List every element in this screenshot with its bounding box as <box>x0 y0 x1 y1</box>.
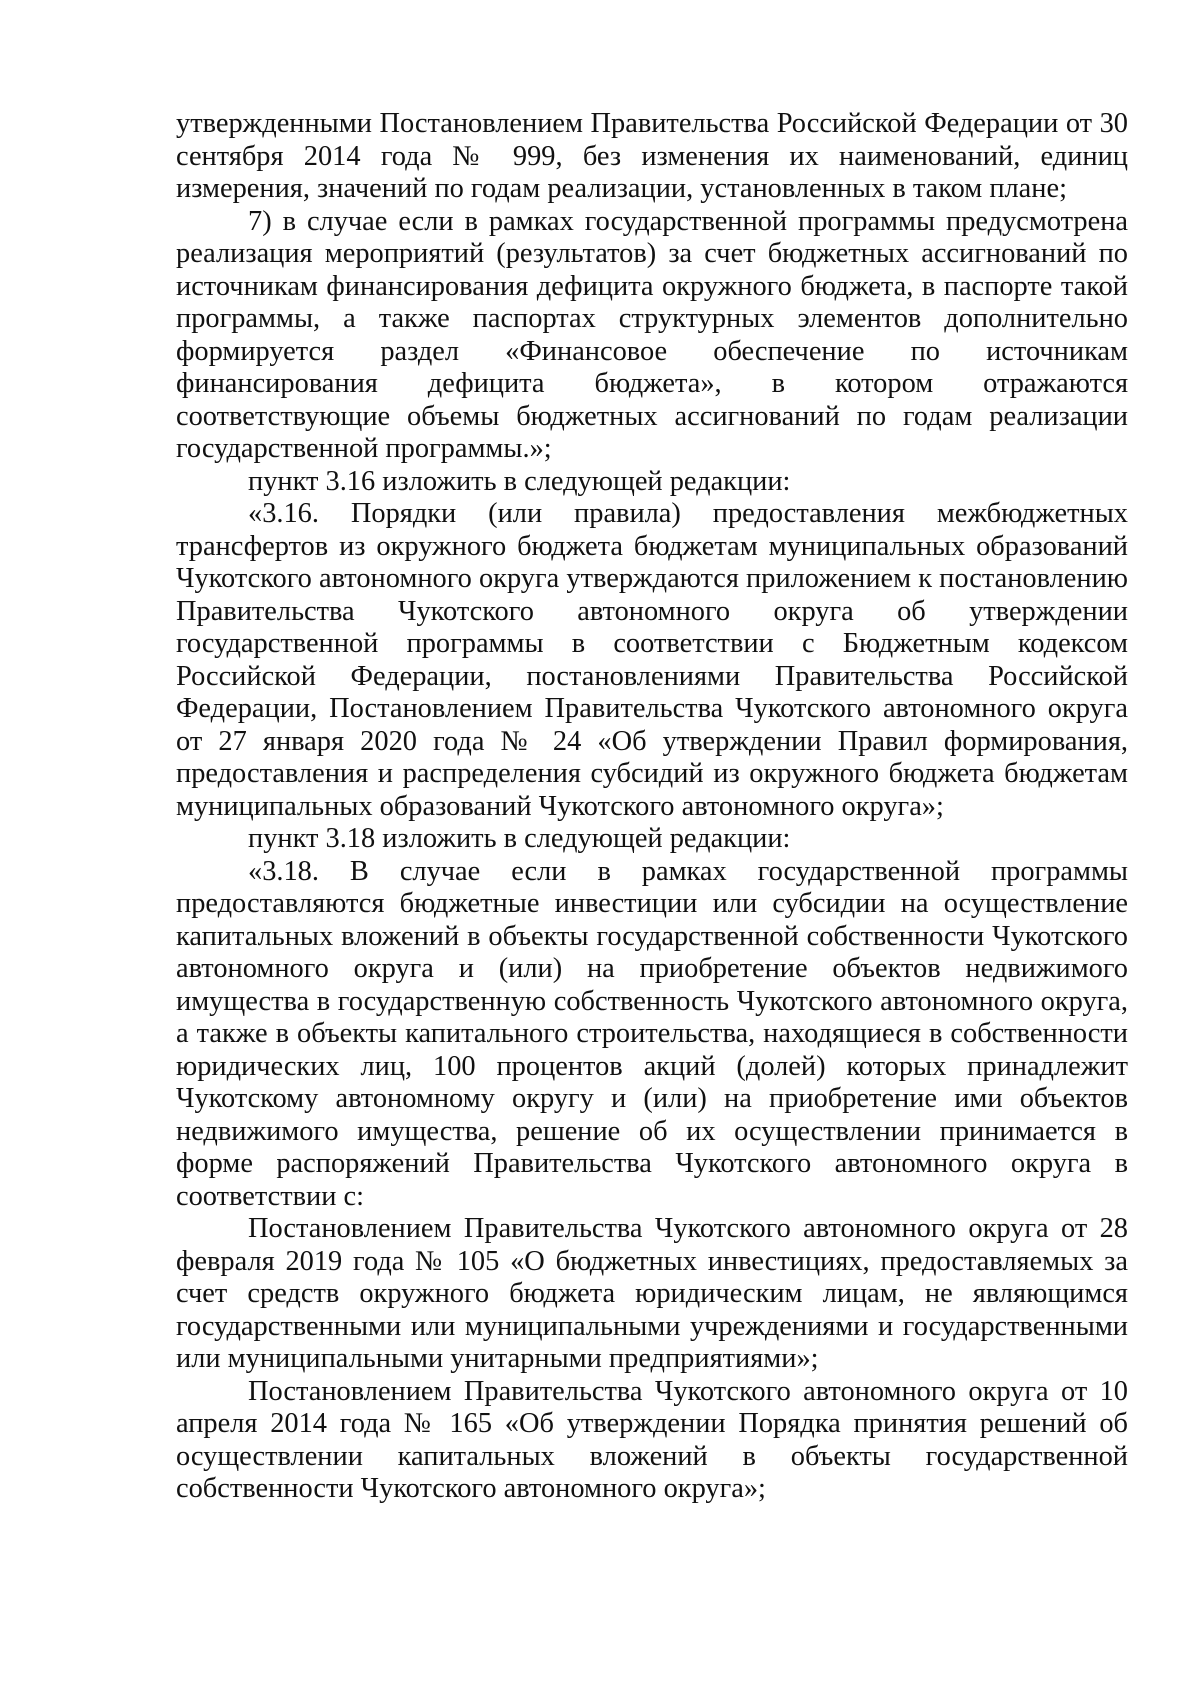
paragraph-3-18: «3.18. В случае если в рамках государственной программы предоставляются бюджетные инвестиции или субсидии на осуществление капитальных вложений в объекты государственной собственности Чукотского автономного округа и (или) на приобретение объектов недвижимого имущества в государственную собственность Чукотского автономного округа, а также в объекты капитального строительства, находящиеся в собственности юридических лиц, 100 процентов акций (долей) которых принадлежит Чукотскому автономному округу и (или) на приобретение ими объектов недвижимого имущества, решение об их осуществлении принимается в форме распоряжений Правительства Чукотского автономного округа в соответствии с: <box>176 855 1128 1212</box>
paragraph-continuation: утвержденными Постановлением Правительства Российской Федерации от 30 сентября 2014 года № 999, без изменения их наименований, единиц измерения, значений по годам реализации, установленных в таком плане; <box>176 108 1128 204</box>
paragraph-resolution-165: Постановлением Правительства Чукотского автономного округа от 10 апреля 2014 года № 165 «Об утверждении Порядка принятия решений об осуществлении капитальных вложений в объекты государственной собственности Чукотского автономного округа»; <box>176 1375 1128 1504</box>
document-page <box>176 108 1128 1506</box>
paragraph-item-7: 7) в случае если в рамках государственной программы предусмотрена реализация мероприятий (результатов) за счет бюджетных ассигнований по источникам финансирования дефицита окружного бюджета, в паспорте такой программы, а также паспортах структурных элементов дополнительно формируется раздел «Финансовое обеспечение по источникам финансирования дефицита бюджета», в котором отражаются соответствующие объемы бюджетных ассигнований по годам реализации государственной программы.»; <box>176 205 1128 464</box>
paragraph-resolution-105: Постановлением Правительства Чукотского автономного округа от 28 февраля 2019 года № 105 «О бюджетных инвестициях, предоставляемых за счет средств окружного бюджета юридическим лицам, не являющимся государственными или муниципальными учреждениями и государственными или муниципальными унитарными предприятиями»; <box>176 1213 1128 1374</box>
paragraph-3-16: «3.16. Порядки (или правила) предоставления межбюджетных трансфертов из окружного бюджета бюджетам муниципальных образований Чукотского автономного округа утверждаются приложением к постановлению Правительства Чукотского автономного округа об утверждении государственной программы в соответствии с Бюджетным кодексом Российской Федерации, постановлениями Правительства Российской Федерации, Постановлением Правительства Чукотского автономного округа от 27 января 2020 года № 24 «Об утверждении Правил формирования, предоставления и распределения субсидий из окружного бюджета бюджетам муниципальных образований Чукотского автономного округа»; <box>176 498 1128 822</box>
paragraph-amend-3-16-intro: пункт 3.16 изложить в следующей редакции: <box>248 465 791 497</box>
paragraph-amend-3-18-intro: пункт 3.18 изложить в следующей редакции: <box>248 823 791 854</box>
